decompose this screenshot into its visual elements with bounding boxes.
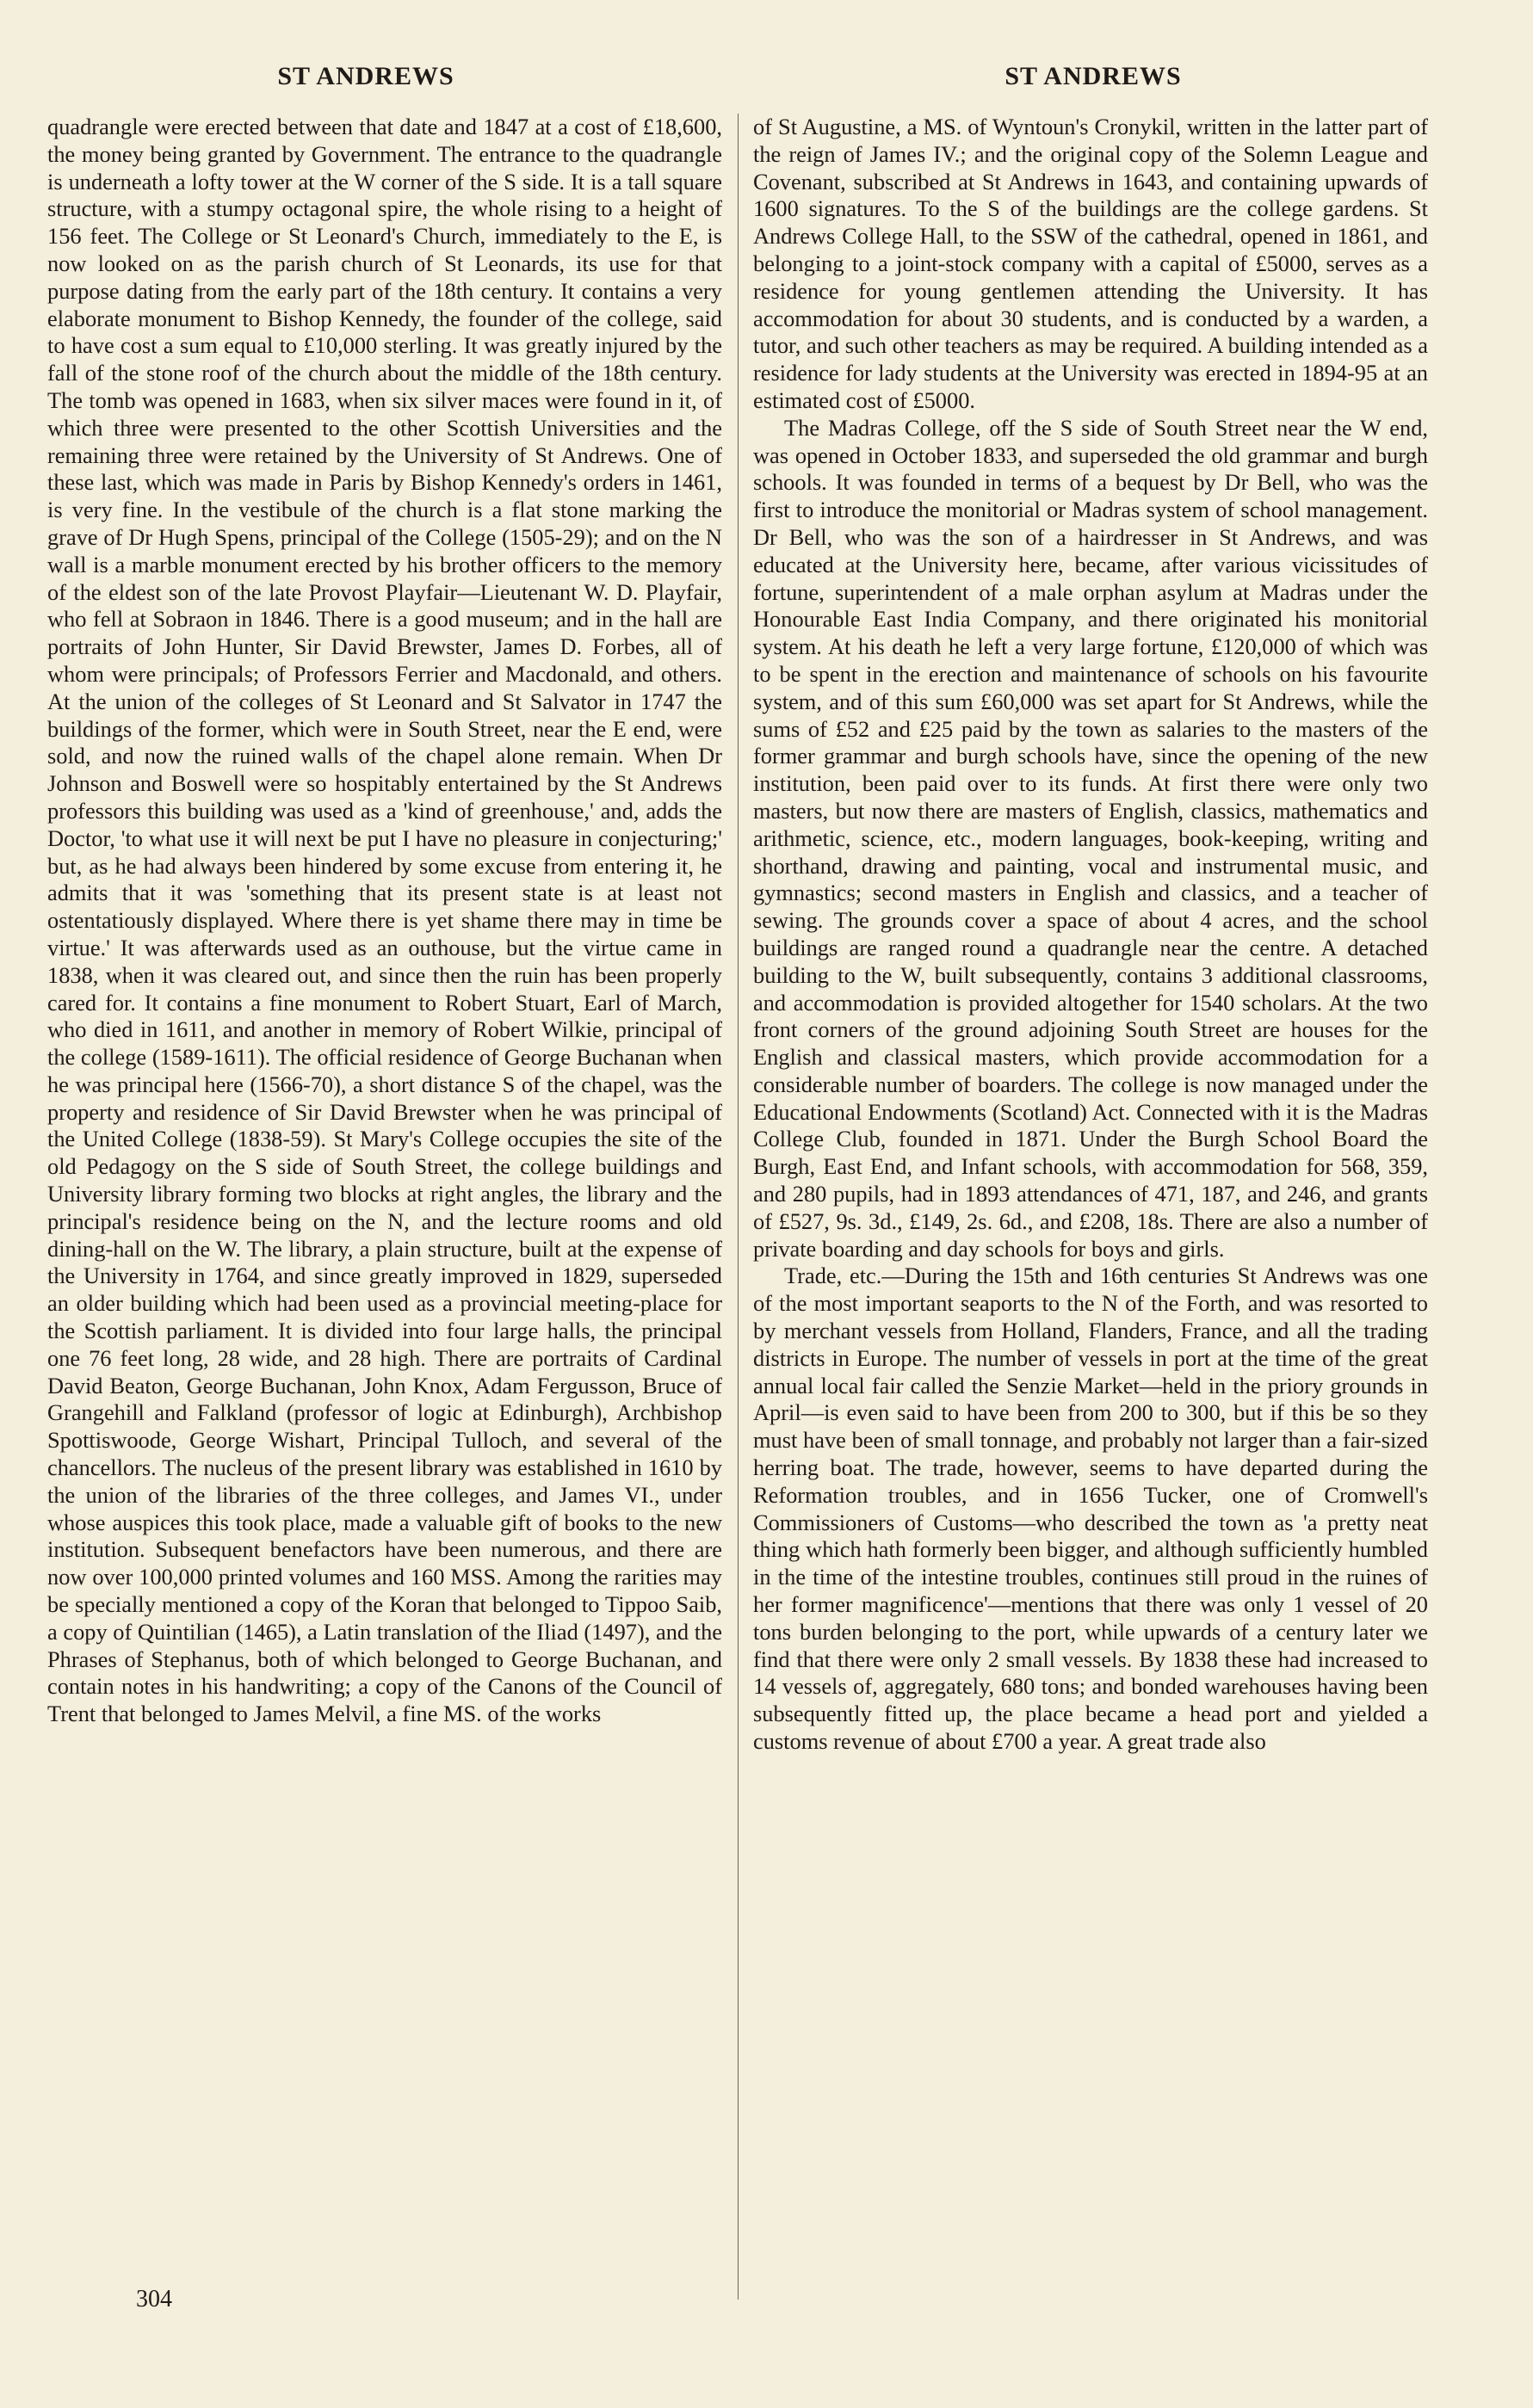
paragraph: quadrangle were erected between that date and 1847 at a cost of £18,600, the money being granted by Government. The entrance to the quadrangle is underneath a lofty tower at the W corner of the S side. It is a tall square structure, with a stumpy octagonal spire, the whole rising to a height of 156 feet. The College or St Leonard's Church, immediately to the E, is now looked on as the parish church of St Leonards, its use for that purpose dating from the early part of the 18th century. It contains a very elaborate monument to Bishop Kennedy, the founder of the college, said to have cost a sum equal to £10,000 sterling. It was greatly injured by the fall of the stone roof of the church about the middle of the 18th century. The tomb was opened in 1683, when six silver maces were found in it, of which three were presented to the other Scottish Universities and the remaining three were retained by the University of St Andrews. One of these last, which was made in Paris by Bishop Kennedy's orders in 1461, is very fine. In the vestibule of the church is a flat stone marking the grave of Dr Hugh Spens, principal of the College (1505-29); and on the N wall is a marble monument erected by his brother officers to the memory of the eldest son of the late Provost Playfair—Lieutenant W. D. Playfair, who fell at Sobraon in 1846. There is a good museum; and in the hall are portraits of John Hunter, Sir David Brewster, James D. Forbes, all of whom were principals; of Professors Ferrier and Macdonald, and others. At the union of the colleges of St Leonard and St Salvator in 1747 the buildings of the former, which were in South Street, near the E end, were sold, and now the ruined walls of the chapel alone remain. When Dr Johnson and Boswell were so hospitably entertained by the St Andrews professors this building was used as a 'kind of greenhouse,' and, adds the Doctor, 'to what use it will next be put I have no pleasure in conjecturing;' but, as he had always been hindered by some excuse from entering it, he admits that it was 'something that its present state is at least not ostentatiously displayed. Where there is yet shame there may in time be virtue.' It was afterwards used as an outhouse, but the virtue came in 1838, when it was cleared out, and since then the ruin has been properly cared for. It contains a fine monument to Robert Stuart, Earl of March, who died in 1611, and another in memory of Robert Wilkie, principal of the college (1589-1611). The official residence of George Buchanan when he was principal here (1566-70), a short distance S of the chapel, was the property and residence of Sir David Brewster when he was principal of the United College (1838-59). St Mary's College occupies the site of the old Pedagogy on the S side of South Street, the college buildings and University library forming two blocks at right angles, the library and the principal's residence being on the N, and the lecture rooms and old dining-hall on the W. The library, a plain structure, built at the expense of the University in 1764, and since greatly improved in 1829, superseded an older building which had been used as a provincial meeting-place for the Scottish parliament. It is divided into four large halls, the principal one 76 feet long, 28 wide, and 28 high. There are portraits of Cardinal David Beaton, George Buchanan, John Knox, Adam Fergusson, Bruce of Grangehill and Falkland (professor of logic at Edinburgh), Archbishop Spottiswoode, George Wishart, Principal Tulloch, and several of the chancellors. The nucleus of the present library was established in 1610 by the union of the libraries of the three colleges, and James VI., under whose auspices this took place, made a valuable gift of books to the new institution. Subsequent benefactors have been numerous, and there are now over 100,000 printed volumes and 160 MSS. Among the rarities may be specially mentioned a copy of the Koran that belonged to Tippoo Saib, a copy of Quintilian (1465), a Latin translation of the Iliad (1497), and the Phrases of Stephanus, both of which belonged to George Buchanan, and contain notes in his handwriting; a copy of the Canons of the Council of Trent that belonged to James Melvil, a fine MS. of the works — [47, 114, 722, 1727]
running-header-left: ST ANDREWS — [277, 62, 454, 90]
paragraph: of St Augustine, a MS. of Wyntoun's Cronykil, written in the latter part of the reign of James IV.; and the original copy of the Solemn League and Covenant, subscribed at St Andrews in 1643, and containing upwards of 1600 signatures. To the S of the buildings are the college gardens. St Andrews College Hall, to the SSW of the cathedral, opened in 1861, and belonging to a joint-stock company with a capital of £5000, serves as a residence for young gentlemen attending the University. It has accommodation for about 30 students, and is conducted by a warden, a tutor, and such other teachers as may be required. A building intended as a residence for lady students at the University was erected in 1894-95 at an estimated cost of £5000. — [753, 114, 1428, 413]
right-column — [753, 114, 1428, 2282]
left-column — [47, 114, 722, 2282]
column-divider — [738, 114, 739, 2300]
paragraph: Trade, etc.—During the 15th and 16th centuries St Andrews was one of the most important seaports to the N of the Forth, and was resorted to by merchant vessels from Holland, Flanders, France, and all the trading districts in Europe. The number of vessels in port at the time of the great annual local fair called the Senzie Market—held in the priory grounds in April—is even said to have been from 200 to 300, but if this be so they must have been of small tonnage, and probably not larger than a fair-sized herring boat. The trade, however, seems to have departed during the Reformation troubles, and in 1656 Tucker, one of Cromwell's Commissioners of Customs—who described the town as 'a pretty neat thing which hath formerly been bigger, and although sufficiently humbled in the time of the intestine troubles, continues still proud in the ruines of her former magnificence'—mentions that there was only 1 vessel of 20 tons burden belonging to the port, while upwards of a century later we find that there were only 2 small vessels. By 1838 these had increased to 14 vessels of, aggregately, 680 tons; and bonded warehouses having been subsequently fitted up, the place became a head port and yielded a customs revenue of about £700 a year. A great trade also — [753, 1263, 1428, 1755]
paragraph: The Madras College, off the S side of South Street near the W end, was opened in October 1833, and superseded the old grammar and burgh schools. It was founded in terms of a bequest by Dr Bell, who was the first to introduce the monitorial or Madras system of school management. Dr Bell, who was the son of a hairdresser in St Andrews, and was educated at the University here, became, after various vicissitudes of fortune, superintendent of a male orphan asylum at Madras under the Honourable East India Company, and there originated his monitorial system. At his death he left a very large fortune, £120,000 of which was to be spent in the erection and maintenance of schools on his favourite system, and of this sum £60,000 was set apart for St Andrews, while the sums of £52 and £25 paid by the town as salaries to the masters of the former grammar and burgh schools have, since the opening of the new institution, been paid over to its funds. At first there were only two masters, but now there are masters of English, classics, mathematics and arithmetic, science, etc., modern languages, book-keeping, writing and shorthand, drawing and painting, vocal and instrumental music, and gymnastics; second masters in English and classics, and a teacher of sewing. The grounds cover a space of about 4 acres, and the school buildings are ranged round a quadrangle near the centre. A detached building to the W, built subsequently, contains 3 additional classrooms, and accommodation is provided altogether for 1540 scholars. At the two front corners of the ground adjoining South Street are houses for the English and classical masters, which provide accommodation for a considerable number of boarders. The college is now managed under the Educational Endowments (Scotland) Act. Connected with it is the Madras College Club, founded in 1871. Under the Burgh School Board the Burgh, East End, and Infant schools, with accommodation for 568, 359, and 280 pupils, had in 1893 attendances of 471, 187, and 246, and grants of £527, 9s. 3d., £149, 2s. 6d., and £208, 18s. There are also a number of private boarding and day schools for boys and girls. — [753, 414, 1428, 1262]
running-header-right: ST ANDREWS — [1004, 62, 1182, 90]
page-number: 304 — [136, 2286, 172, 2312]
